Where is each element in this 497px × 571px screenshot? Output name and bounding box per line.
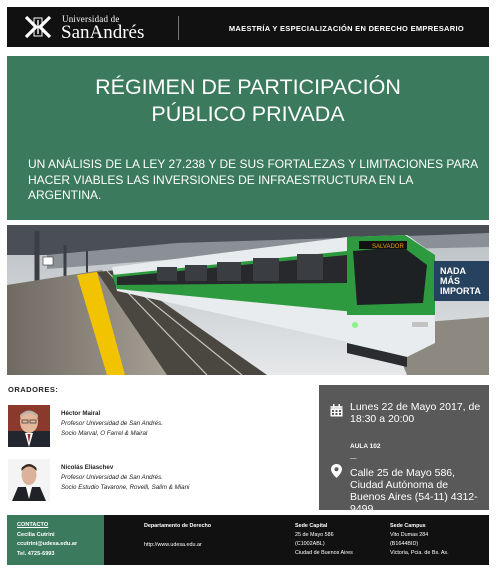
- billboard-line3: IMPORTA: [440, 286, 481, 296]
- calendar-icon: [330, 404, 343, 417]
- crest-icon: [24, 15, 52, 39]
- speaker-avatar-icon: [8, 459, 50, 501]
- speaker-name: Nicolás Eliaschev: [61, 464, 114, 471]
- billboard-line1: NADA: [440, 266, 466, 276]
- logo-big-text: SanAndrés: [61, 22, 145, 43]
- event-subtitle: UN ANÁLISIS DE LA LEY 27.238 Y DE SUS FORTALEZAS Y LIMITACIONES PARA HACER VIABLES LAS INVERSIONES DE INFRAESTRUCTURA EN LA ARGENTINA.: [28, 157, 478, 202]
- event-details: [319, 385, 489, 515]
- footer-bar: [7, 515, 489, 565]
- campus-street: Vito Dumas 284: [390, 532, 429, 538]
- program-title: MAESTRÍA Y ESPECIALIZACIÓN EN DERECHO EMPRESARIO: [228, 24, 464, 33]
- contact-title: CONTACTO: [17, 522, 49, 528]
- speaker-name: Héctor Mairal: [61, 410, 101, 417]
- speaker-firm: Socio Marval, O Farrel & Mairal: [61, 430, 148, 437]
- university-logo: [24, 13, 174, 43]
- event-separator: —: [350, 455, 357, 462]
- train-illustration: [7, 225, 489, 375]
- header-bar: [7, 7, 489, 47]
- department-block: [144, 522, 211, 531]
- campus-address-block: [390, 522, 449, 558]
- capital-postcode: (C1002ABL): [295, 541, 325, 547]
- campus-title: Sede Campus: [390, 523, 426, 529]
- billboard-line2: MÁS: [440, 276, 460, 286]
- event-date: Lunes 22 de Mayo 2017, de 18:30 a 20:00: [350, 401, 481, 425]
- speaker-photo: [8, 405, 50, 447]
- speaker-avatar-icon: [8, 405, 50, 447]
- event-room: AULA 102: [350, 443, 381, 450]
- speaker-firm: Socio Estudio Tavarone, Rovelli, Salim & Miani: [61, 484, 190, 491]
- department-title: Departamento de Derecho: [144, 523, 212, 529]
- speakers-label: ORADORES:: [8, 385, 59, 394]
- contact-block: [7, 515, 104, 565]
- contact-email[interactable]: ccutrini@udesa.edu.ar: [17, 541, 78, 547]
- event-address: Calle 25 de Mayo 586, Ciudad Autónoma de Buenos Aires (54-11) 4312-9499: [350, 467, 478, 515]
- campus-postcode: (B1644BID): [390, 541, 419, 547]
- contact-name: Cecilia Cutrini: [17, 531, 55, 538]
- event-title-line2: PÚBLICO PRIVADA: [151, 102, 345, 126]
- hero-banner: [7, 56, 489, 220]
- header-divider: [178, 16, 179, 40]
- department-url-link[interactable]: http://www.udesa.edu.ar: [144, 542, 202, 548]
- contact-phone: Tel. 4725-6993: [17, 550, 55, 557]
- speaker-role: Profesor Universidad de San Andrés.: [61, 420, 163, 427]
- speaker-photo: [8, 459, 50, 501]
- location-pin-icon: [331, 464, 342, 478]
- event-title: [7, 74, 489, 128]
- campus-city: Victoria, Pcia. de Bs. As.: [390, 550, 449, 556]
- train-photo: [7, 225, 489, 375]
- capital-address-block: [295, 522, 353, 558]
- logo-small-text: Universidad de: [62, 14, 120, 24]
- capital-street: 25 de Mayo 586: [295, 532, 334, 538]
- train-destination-sign: SALVADOR: [372, 244, 404, 250]
- capital-city: Ciudad de Buenos Aires: [295, 550, 353, 556]
- event-title-line1: RÉGIMEN DE PARTICIPACIÓN: [95, 75, 401, 99]
- speaker-role: Profesor Universidad de San Andrés.: [61, 474, 163, 481]
- capital-title: Sede Capital: [295, 523, 328, 529]
